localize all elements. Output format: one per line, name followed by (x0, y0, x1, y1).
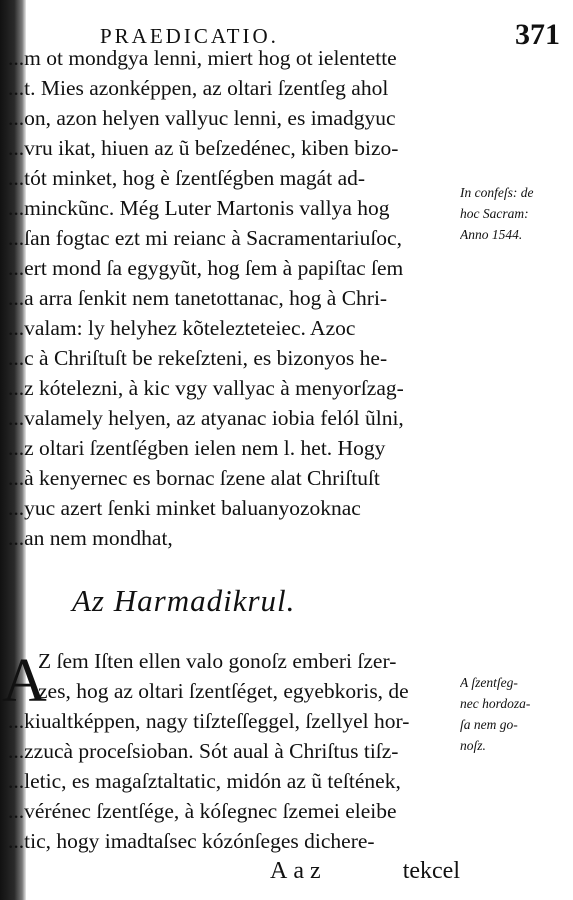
catchword-line (270, 858, 460, 888)
text-line: zes, hog az oltari ſzentſéget, egyebkoris, de (38, 679, 409, 703)
running-head: PRAEDICATIO. (100, 24, 279, 48)
drop-cap: A (2, 647, 47, 715)
text-line: ...à kenyernec es bornac ſzene alat Chriſtuſt (8, 466, 380, 490)
text-line: ...z oltari ſzentſégben ielen nem l. het. Hogy (8, 436, 386, 460)
margin-note-line: In confeſs: de (460, 185, 534, 200)
text-line: ...z kótelezni, à kic vgy vallyac à menyorſzag- (8, 376, 404, 400)
text-line: Z ſem Iſten ellen valo gonoſz emberi ſzer- (38, 649, 397, 673)
margin-note-confession (460, 182, 572, 245)
section-heading: Az Harmadikrul. (72, 583, 296, 618)
section-text-block (8, 646, 454, 856)
text-line: ...vérénec ſzentſége, à kóſegnec ſzemei eleibe (8, 799, 397, 823)
margin-note-procession (460, 672, 572, 756)
page-number: 371 (515, 18, 560, 51)
text-line: ...zzucà proceſsioban. Sót aual à Chriſtus tiſz- (8, 739, 399, 763)
text-line: ...c à Chriſtuſt be rekeſzteni, es bizonyos he- (8, 346, 388, 370)
catchword-left: Aaz (270, 858, 327, 884)
margin-note-line: ſa nem go- (460, 717, 518, 732)
text-line: ...m ot mondgya lenni, miert hog ot ielentette (8, 46, 397, 70)
main-text-block (8, 43, 454, 553)
text-line: ...kiualtképpen, nagy tiſzteſſeggel, ſzellyel hor- (8, 709, 410, 733)
text-line: ...letic, es magaſztaltatic, midón az ũ teſtének, (8, 769, 401, 793)
text-line: ...an nem mondhat, (8, 526, 173, 550)
margin-note-line: hoc Sacram: (460, 206, 529, 221)
text-line: ...on, azon helyen vallyuc lenni, es imadgyuc (8, 106, 396, 130)
margin-note-line: noſz. (460, 738, 486, 753)
text-line: ...tót minket, hog è ſzentſégben magát ad- (8, 166, 366, 190)
text-line: ...ſan fogtac ezt mi reianc à Sacramentariuſoc, (8, 226, 402, 250)
text-line: ...ert mond ſa egygyũt, hog ſem à papiſtac ſem (8, 256, 404, 280)
text-line: ...vru ikat, hiuen az ũ beſzedénec, kiben bizo- (8, 136, 399, 160)
margin-note-line: Anno 1544. (460, 227, 523, 242)
text-line: ...valamely helyen, az atyanac iobia felól ũlni, (8, 406, 404, 430)
text-line: ...yuc azert ſenki minket baluanyozoknac (8, 496, 361, 520)
text-line: ...a arra ſenkit nem tanetottanac, hog à Chri- (8, 286, 388, 310)
text-line: ...valam: ly helyhez kõtelezteteiec. Azoc (8, 316, 356, 340)
text-line: ...t. Mies azonképpen, az oltari ſzentſeg ahol (8, 76, 389, 100)
text-line: ...minckũnc. Még Luter Martonis vallya hog (8, 196, 390, 220)
margin-note-line: nec hordoza- (460, 696, 531, 711)
catchword-right: tekcel (402, 858, 460, 884)
margin-note-line: A ſzentſeg- (460, 675, 518, 690)
text-line: ...tic, hogy imadtaſsec kózónſeges dichere- (8, 829, 375, 853)
